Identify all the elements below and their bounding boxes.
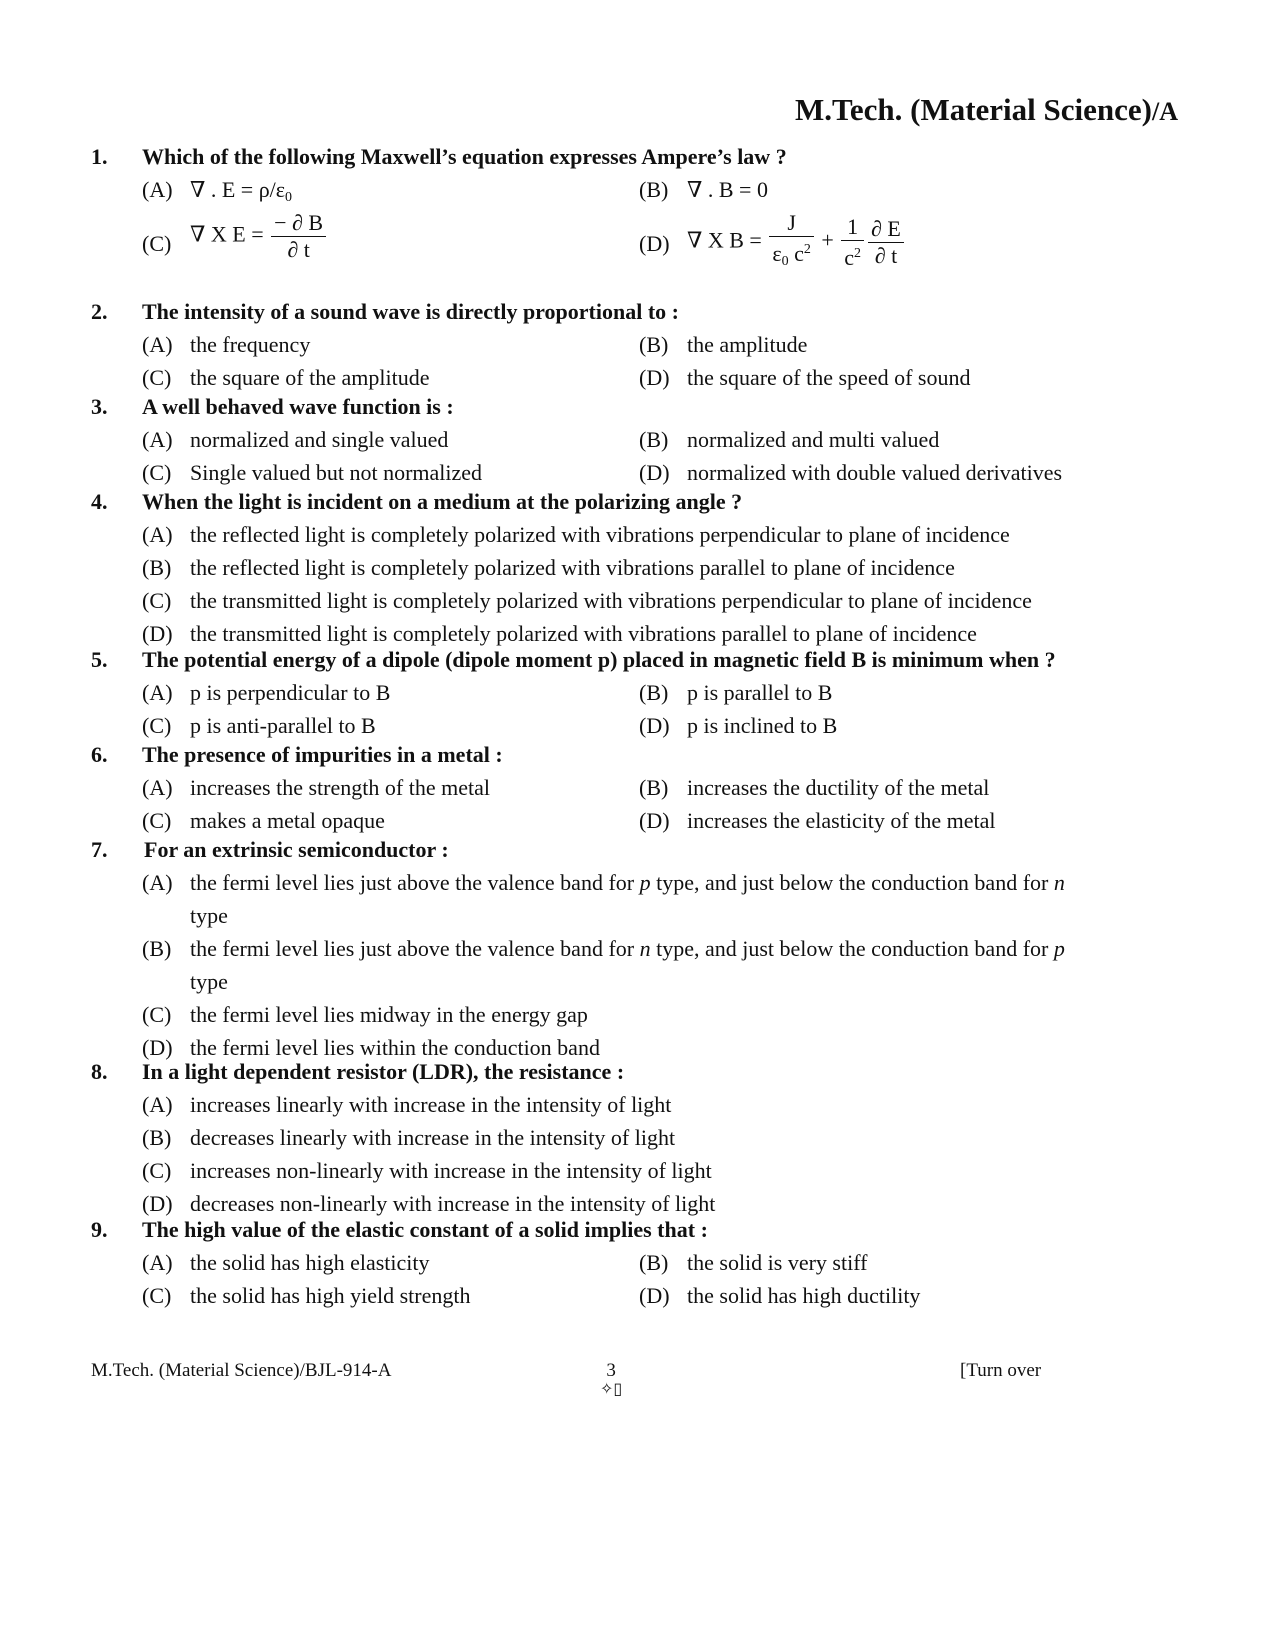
option-text: the fermi level lies midway in the energy gap — [190, 1002, 588, 1027]
option-label: (D) — [639, 808, 670, 833]
question-7 — [91, 833, 1181, 1064]
option-text: the square of the speed of sound — [687, 365, 971, 390]
question-number: 7. — [91, 837, 108, 862]
option-label: (C) — [142, 713, 172, 738]
question-text: The intensity of a sound wave is directly proportional to : — [142, 299, 679, 324]
equation-faraday-law: ∇ X E = $\frac{- \partial B}{\partial t}$ — [190, 210, 328, 263]
option-c — [91, 584, 1181, 617]
option-text: p is perpendicular to B — [190, 680, 391, 705]
option-text: increases non-linearly with increase in the intensity of light — [190, 1158, 712, 1183]
option-label: (D) — [639, 460, 670, 485]
option-label: (B) — [142, 1125, 172, 1150]
option-label: (A) — [142, 522, 173, 547]
option-b — [91, 932, 1181, 998]
option-label: (B) — [142, 555, 172, 580]
option-b — [91, 551, 1181, 584]
option-text: the amplitude — [687, 332, 808, 357]
equation-gauss-magnetism: ∇ . B = 0 — [687, 177, 768, 202]
question-text: In a light dependent resistor (LDR), the resistance : — [142, 1059, 625, 1084]
question-2 — [91, 295, 1181, 394]
option-label: (B) — [639, 177, 669, 202]
question-number: 3. — [91, 394, 108, 419]
option-label: (A) — [142, 870, 173, 895]
option-text: the solid has high ductility — [687, 1283, 921, 1308]
option-label: (C) — [142, 1002, 172, 1027]
question-9 — [91, 1213, 1181, 1312]
question-1 — [91, 140, 1181, 276]
page-number: 3 — [606, 1360, 616, 1381]
footer-mark-icon: ✧▯ — [600, 1381, 623, 1398]
question-number: 5. — [91, 647, 108, 672]
option-a — [91, 866, 1181, 932]
option-label: (B) — [142, 936, 172, 961]
option-text: the transmitted light is completely polarized with vibrations perpendicular to plane of incidence — [190, 588, 1032, 613]
option-text: increases the elasticity of the metal — [687, 808, 996, 833]
footer-paper-code: M.Tech. (Material Science)/BJL-914-A — [91, 1360, 392, 1381]
option-label: (B) — [639, 680, 669, 705]
option-label: (B) — [639, 775, 669, 800]
option-c — [91, 1154, 1181, 1187]
question-3 — [91, 390, 1181, 489]
option-label: (C) — [142, 231, 172, 256]
footer-page-number — [600, 1360, 622, 1398]
option-text-part: the fermi level lies just above the valence band for — [190, 870, 640, 895]
question-6 — [91, 738, 1181, 837]
option-label: (A) — [142, 775, 173, 800]
option-text: normalized and single valued — [190, 427, 449, 452]
option-label: (C) — [142, 1283, 172, 1308]
option-text: the square of the amplitude — [190, 365, 430, 390]
option-text: the solid has high elasticity — [190, 1250, 430, 1275]
question-8 — [91, 1055, 1181, 1220]
option-label: (B) — [639, 1250, 669, 1275]
option-text — [190, 932, 1090, 998]
option-c — [91, 998, 1181, 1031]
option-label: (C) — [142, 588, 172, 613]
option-text: the fermi level lies within the conduction band — [190, 1035, 600, 1060]
option-a — [91, 1088, 1181, 1121]
option-label: (C) — [142, 808, 172, 833]
option-text-part: type — [190, 969, 228, 994]
option-label: (B) — [639, 427, 669, 452]
option-label: (C) — [142, 1158, 172, 1183]
page-header — [795, 92, 1178, 128]
option-label: (C) — [142, 460, 172, 485]
option-label: (B) — [639, 332, 669, 357]
option-text: makes a metal opaque — [190, 808, 385, 833]
option-label: (D) — [639, 1283, 670, 1308]
option-text: p is inclined to B — [687, 713, 838, 738]
option-text: the solid is very stiff — [687, 1250, 868, 1275]
option-text: the reflected light is completely polarized with vibrations perpendicular to plane of incidence — [190, 522, 1010, 547]
option-text: p is parallel to B — [687, 680, 833, 705]
option-text: the reflected light is completely polarized with vibrations parallel to plane of incidence — [190, 555, 955, 580]
n-type-symbol: n — [1053, 870, 1065, 895]
option-text: the solid has high yield strength — [190, 1283, 471, 1308]
option-label: (A) — [142, 427, 173, 452]
option-text: Single valued but not normalized — [190, 460, 483, 485]
option-label: (D) — [142, 1035, 173, 1060]
question-text: Which of the following Maxwell’s equation expresses Ampere’s law ? — [142, 144, 787, 169]
option-label: (D) — [639, 713, 670, 738]
option-text: decreases non-linearly with increase in the intensity of light — [190, 1191, 716, 1216]
p-type-symbol: p — [639, 870, 651, 895]
option-a — [91, 518, 1181, 551]
header-title: M.Tech. (Material Science) — [795, 92, 1152, 127]
option-label: (A) — [142, 680, 173, 705]
question-5 — [91, 643, 1181, 742]
option-text: p is anti-parallel to B — [190, 713, 376, 738]
option-label: (D) — [639, 365, 670, 390]
option-label: (A) — [142, 1092, 173, 1117]
option-text-part: type, and just below the conduction band for — [650, 936, 1054, 961]
option-text: increases the strength of the metal — [190, 775, 490, 800]
option-label: (D) — [142, 621, 173, 646]
question-number: 6. — [91, 742, 108, 767]
question-number: 9. — [91, 1217, 108, 1242]
footer-turn-over: [Turn over — [960, 1360, 1042, 1381]
option-label: (A) — [142, 177, 173, 202]
question-text: The potential energy of a dipole (dipole moment p) placed in magnetic field B is minimum when ? — [142, 647, 1056, 672]
question-number: 8. — [91, 1059, 108, 1084]
option-text-part: type — [190, 903, 228, 928]
question-number: 2. — [91, 299, 108, 324]
question-number: 1. — [91, 144, 108, 169]
equation-ampere-law: ∇ X B = $\frac{J}{\varepsilon_0 c^2}$ + $\frac{1}{c^2}$ $\frac{\partial E}{\partial t}$ — [687, 210, 906, 275]
p-type-symbol: p — [1053, 936, 1065, 961]
question-4 — [91, 485, 1181, 650]
equation-gauss-law: ∇ . $E = \rho/\varepsilon_0$ — [190, 177, 293, 205]
option-text: the transmitted light is completely polarized with vibrations parallel to plane of incidence — [190, 621, 977, 646]
question-text: The presence of impurities in a metal : — [142, 742, 503, 767]
question-text: The high value of the elastic constant of a solid implies that : — [142, 1217, 708, 1242]
n-type-symbol: n — [639, 936, 651, 961]
question-text: A well behaved wave function is : — [142, 394, 454, 419]
option-label: (C) — [142, 365, 172, 390]
option-label: (D) — [142, 1191, 173, 1216]
option-b — [91, 1121, 1181, 1154]
option-label: (A) — [142, 1250, 173, 1275]
option-text — [190, 866, 1090, 932]
question-number: 4. — [91, 489, 108, 514]
option-text: increases linearly with increase in the intensity of light — [190, 1092, 672, 1117]
option-text: normalized with double valued derivatives — [687, 460, 1063, 485]
option-label: (A) — [142, 332, 173, 357]
question-text: When the light is incident on a medium at the polarizing angle ? — [142, 489, 743, 514]
option-text: the frequency — [190, 332, 311, 357]
option-text: normalized and multi valued — [687, 427, 940, 452]
option-label: (D) — [639, 231, 670, 256]
option-text-part: the fermi level lies just above the valence band for — [190, 936, 640, 961]
option-text: decreases linearly with increase in the intensity of light — [190, 1125, 676, 1150]
header-suffix: /A — [1152, 97, 1178, 126]
question-text: For an extrinsic semiconductor : — [144, 837, 449, 862]
option-text-part: type, and just below the conduction band for — [650, 870, 1054, 895]
option-text: increases the ductility of the metal — [687, 775, 990, 800]
